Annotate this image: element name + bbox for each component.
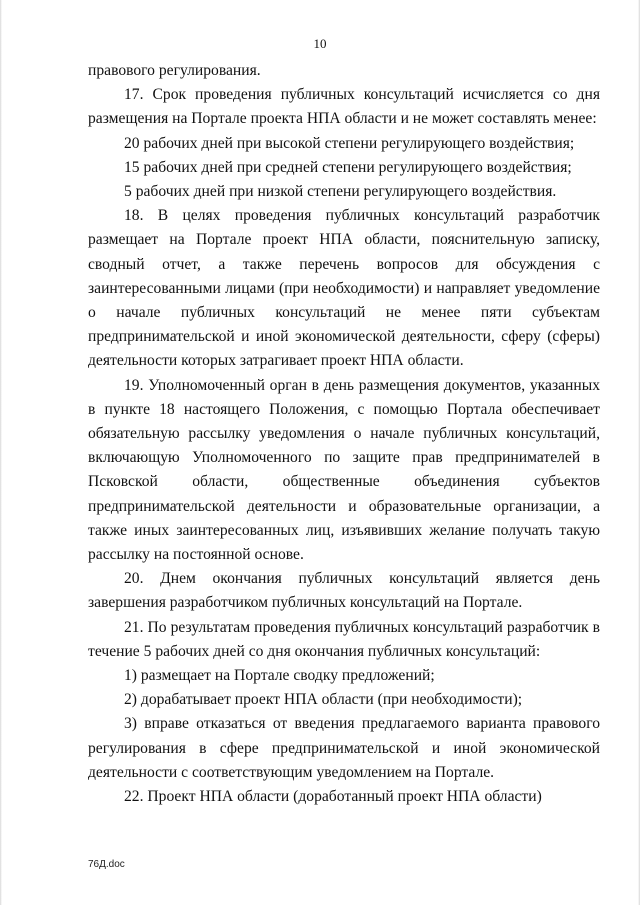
paragraph-22: 22. Проект НПА области (доработанный проект НПА области)	[124, 788, 542, 806]
footer-filename: 76Д.doc	[88, 859, 125, 870]
paragraph-17-item-1: 20 рабочих дней при высокой степени регулирующего воздействия;	[124, 134, 575, 152]
page-number: 10	[313, 36, 327, 51]
paragraph-18: 18. В целях проведения публичных консультаций разработчик размещает на Портале проект НПА области, пояснительную записку, сводный отчет, а также перечень вопросов для обсуждения с заинтересованными лицами (при необходимости) и направляет уведомление о начале публичных консультаций не менее пяти субъектам предпринимательской и иной экономической деятельности, сферу (сферы) деятельности которых затрагивает проект НПА области.	[88, 207, 600, 370]
paragraph-17-item-2: 15 рабочих дней при средней степени регулирующего воздействия;	[124, 158, 572, 176]
paragraph-21-item-3: 3) вправе отказаться от введения предлагаемого варианта правового регулирования в сфере предпринимательской и иной экономической деятельности с соответствующим уведомлением на Портале.	[88, 715, 600, 781]
paragraph-continuation: правового регулирования.	[88, 62, 261, 79]
paragraph-17: 17. Срок проведения публичных консультаций исчисляется со дня размещения на Портале проекта НПА области и не может составлять менее:	[88, 86, 600, 128]
paragraph-21-item-2: 2) дорабатывает проект НПА области (при необходимости);	[124, 691, 523, 709]
paragraph-21-item-1: 1) размещает на Портале сводку предложений;	[124, 667, 435, 685]
document-body	[88, 59, 600, 809]
paragraph-21: 21. По результатам проведения публичных консультаций разработчик в течение 5 рабочих дней со дня окончания публичных консультаций:	[88, 618, 600, 660]
paragraph-19: 19. Уполномоченный орган в день размещения документов, указанных в пункте 18 настоящего Положения, с помощью Портала обеспечивает обязательную рассылку уведомления о начале публичных консультаций, включающую Уполномоченного по защите прав предпринимателей в Псковской области, общественные объединения субъектов предпринимательской деятельности и образовательные организации, а также иных заинтересованных лиц, изъявивших желание получать такую рассылку на постоянной основе.	[88, 376, 600, 564]
paragraph-17-item-3: 5 рабочих дней при низкой степени регулирующего воздействия.	[124, 183, 557, 201]
paragraph-20: 20. Днем окончания публичных консультаций является день завершения разработчиком публичных консультаций на Портале.	[88, 570, 600, 612]
scan-edge-left	[0, 0, 2, 905]
